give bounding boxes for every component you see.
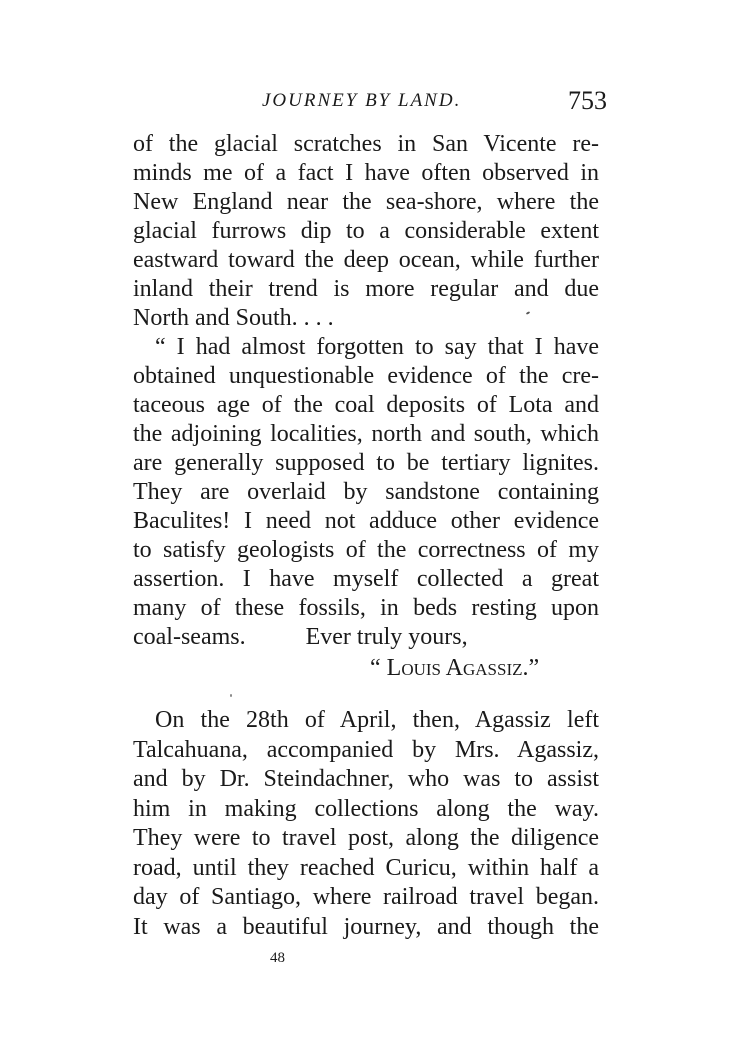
text-line: North and South. . . . (133, 305, 334, 331)
text-line: eastward toward the deep ocean, while further (133, 247, 599, 273)
text-line: of the glacial scratches in San Vicente re- (133, 131, 599, 157)
text-block-upper (133, 130, 599, 652)
paragraph-1 (133, 130, 599, 333)
text-line: Baculites! I need not adduce other evidence (133, 508, 599, 534)
signature-open-quote: “ (370, 655, 387, 681)
page-number: 753 (568, 86, 607, 115)
text-line: glacial furrows dip to a considerable extent (133, 218, 599, 244)
running-title: JOURNEY BY LAND. (262, 90, 462, 111)
text-line: taceous age of the coal deposits of Lota and (133, 392, 599, 418)
ink-speck (230, 694, 232, 697)
text-line: day of Santiago, where railroad travel began. (133, 884, 599, 910)
text-line: They are overlaid by sandstone containing (133, 479, 599, 505)
text-line: the adjoining localities, north and south, which (133, 421, 599, 447)
text-line: “ I had almost forgotten to say that I have (155, 334, 599, 360)
paragraph-3 (133, 706, 599, 942)
signature-name: Louis Agassiz. (386, 655, 529, 681)
text-line: On the 28th of April, then, Agassiz left (155, 707, 599, 733)
text-line: assertion. I have myself collected a great (133, 566, 599, 592)
printer-signature-mark: 48 (270, 950, 285, 966)
text-line: and by Dr. Steindachner, who was to assist (133, 766, 599, 792)
text-line: inland their trend is more regular and due (133, 276, 599, 302)
text-line: obtained unquestionable evidence of the cre- (133, 363, 599, 389)
text-line: They were to travel post, along the diligence (133, 825, 599, 851)
signature-close-quote: ” (528, 655, 540, 681)
text-line: New England near the sea-shore, where the (133, 189, 599, 215)
text-block-lower (133, 706, 599, 942)
text-line: him in making collections along the way. (133, 795, 599, 822)
paragraph-2 (133, 333, 599, 652)
text-line: road, until they reached Curicu, within half a (133, 854, 599, 881)
text-line: coal-seams. Ever truly yours, (133, 624, 468, 650)
text-line: are generally supposed to be tertiary lignites. (133, 450, 599, 476)
letter-signature (370, 654, 539, 683)
text-line: many of these fossils, in beds resting upon (133, 595, 599, 621)
text-line: Talcahuana, accompanied by Mrs. Agassiz, (133, 736, 599, 763)
text-line: minds me of a fact I have often observed in (133, 160, 599, 186)
text-line: to satisfy geologists of the correctness of my (133, 537, 599, 563)
text-line: It was a beautiful journey, and though the (133, 913, 599, 940)
